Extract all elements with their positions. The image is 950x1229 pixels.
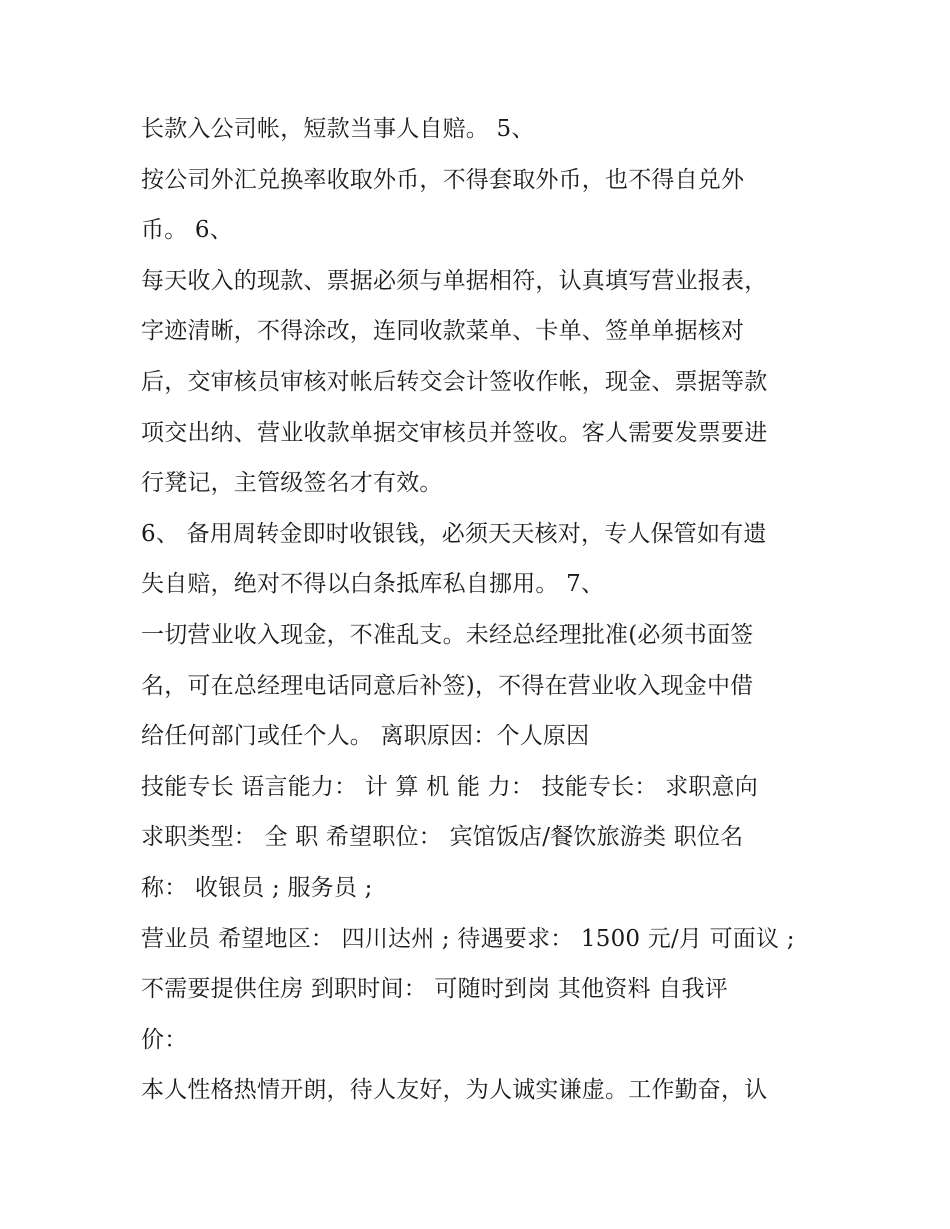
text-line: 本人性格热情开朗，待人友好，为人诚实谦虚。工作勤奋，认 [141,1077,768,1104]
text-line: 后，交审核员审核对帐后转交会计签收作帐，现金、票据等款 [141,368,768,395]
text-line: 失自赔，绝对不得以白条抵库私自挪用。 7、 [141,571,605,598]
text-line: 字迹清晰，不得涂改，连同收款菜单、卡单、签单单据核对 [141,318,745,345]
text-line: 技能专长 语言能力： 计 算 机 能 力： 技能专长： 求职意向 [141,773,758,800]
text-line: 求职类型： 全 职 希望职位： 宾馆饭店/餐饮旅游类 职位名 [141,824,744,851]
text-line: 6、 备用周转金即时收银钱，必须天天核对，专人保管如有遗 [141,520,767,547]
text-line: 行凳记，主管级签名才有效。 [141,470,443,497]
text-line: 一切营业收入现金，不准乱支。未经总经理批准(必须书面签 [141,621,754,648]
text-line: 称： 收银员 ; 服务员 ; [141,874,373,901]
text-line: 每天收入的现款、票据必须与单据相符，认真填写营业报表， [141,267,768,294]
text-line: 不需要提供住房 到职时间： 可随时到岗 其他资料 自我评 [141,976,728,1003]
text-line: 价： [141,1026,188,1053]
text-line: 项交出纳、营业收款单据交审核员并签收。客人需要发票要进 [141,419,768,446]
text-line: 长款入公司帐，短款当事人自赔。 5、 [141,116,535,142]
text-line: 营业员 希望地区： 四川达州 ; 待遇要求： 1500 元/月 可面议 ; [141,925,795,952]
text-line: 给任何部门或任个人。 离职原因：个人原因 [141,723,590,750]
body-text [141,104,831,1116]
text-line: 币。 6、 [141,217,233,244]
text-line: 名，可在总经理电话同意后补签)，不得在营业收入现金中借 [141,672,754,699]
text-line: 按公司外汇兑换率收取外币，不得套取外币，也不得自兑外 [141,166,745,193]
